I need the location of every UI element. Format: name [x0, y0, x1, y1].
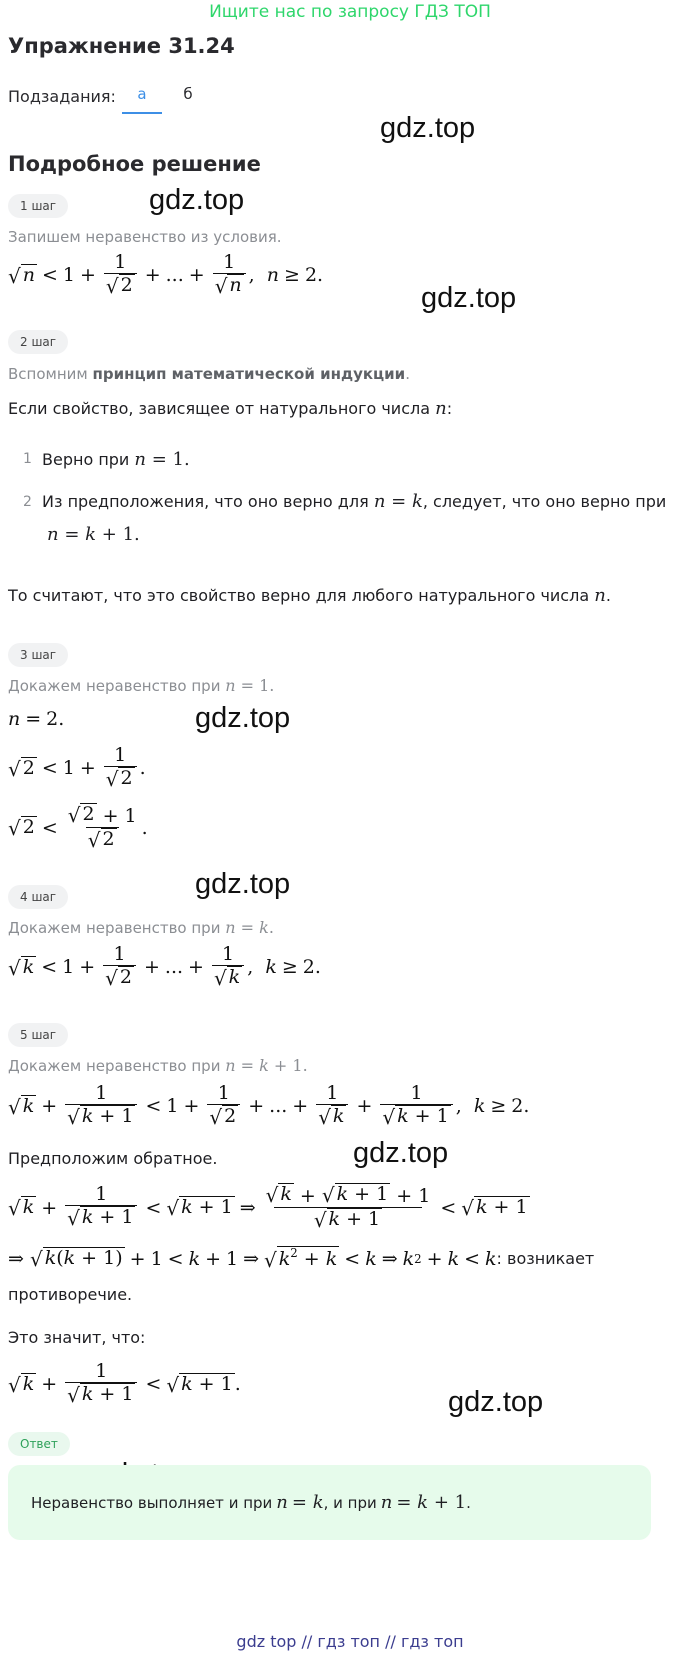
watermark: gdz.top: [353, 1137, 449, 1169]
section-title: Подробное решение: [8, 152, 261, 176]
list-item: Из предположения, что оно верно для n = k, следует, что оно верно при: [42, 491, 667, 512]
formula-base-2: √ 2 < √ 2 + 1 √ 2 .: [8, 802, 148, 852]
list-item: Верно при n = 1.: [42, 449, 190, 470]
answer-text: Неравенство выполняет и при n = k , и при n = k + 1 .: [31, 1492, 471, 1513]
page-title: Упражнение 31.24: [8, 34, 235, 58]
formula-result: √ k + 1 √ k + 1 < √ k + 1 .: [8, 1360, 241, 1407]
tab-subtask-a[interactable]: а: [122, 84, 162, 114]
step-badge: 2 шаг: [8, 330, 68, 354]
subtasks-label: Подзадания:: [8, 87, 116, 106]
step-badge: 3 шаг: [8, 643, 68, 667]
watermark: gdz.top: [448, 1386, 544, 1418]
watermark: gdz.top: [421, 282, 517, 314]
step-note: Докажем неравенство при n = k.: [8, 918, 274, 937]
step-badge: 1 шаг: [8, 194, 68, 218]
footer-links[interactable]: gdz top // гдз топ // гдз топ: [236, 1632, 464, 1651]
step-note: Запишем неравенство из условия.: [8, 228, 282, 246]
step-note: Докажем неравенство при n = 1.: [8, 676, 275, 695]
contradiction-word: противоречие.: [8, 1285, 133, 1304]
answer-box: [8, 1465, 651, 1540]
formula-assume: √ k + 1 √ k + 1 < √ k + 1 ⇒ √ k + √ k + 1 + 1 √ k + 1 < √ k + 1: [8, 1182, 528, 1232]
step-note: Вспомним принцип математической индукции.: [8, 365, 410, 383]
formula-contradiction: ⇒ √ k(k + 1) + 1 < k + 1 ⇒ √ $k^2 + k$ < k ⇒ k 2 + k < k : возникает: [8, 1246, 595, 1273]
list-item-number: 1: [23, 451, 32, 467]
list-item-formula: n = k + 1.: [47, 524, 140, 545]
formula-hypothesis: √ k < 1 + 1 √ 2 + ... + 1 √ k , k ≥ 2.: [8, 943, 321, 990]
induction-intro: Если свойство, зависящее от натурального числа n:: [8, 398, 453, 419]
induction-conclusion: То считают, что это свойство верно для любого натурального числа n.: [8, 585, 611, 606]
step-note: Докажем неравенство при n = k + 1.: [8, 1056, 308, 1075]
step-badge: 5 шаг: [8, 1023, 68, 1047]
watermark: gdz.top: [149, 184, 245, 216]
answer-badge: Ответ: [8, 1432, 70, 1456]
assume-text: Предположим обратное.: [8, 1149, 218, 1168]
means-text: Это значит, что:: [8, 1328, 146, 1347]
top-search-hint[interactable]: Ищите нас по запросу ГДЗ ТОП: [209, 2, 491, 22]
step-badge: 4 шаг: [8, 885, 68, 909]
formula-step: √ k + 1 √ k + 1 < 1 + 1 √ 2 + ... + 1 √ k + 1 √ k + 1 , k ≥ 2.: [8, 1082, 530, 1129]
formula-base-1: √ 2 < 1 + 1 √ 2 .: [8, 744, 146, 791]
watermark: gdz.top: [195, 702, 291, 734]
watermark: gdz.top: [380, 112, 476, 144]
formula-condition: √ n < 1 + 1 √ 2 + ... + 1 √ n , n ≥ 2.: [8, 251, 324, 298]
list-item-number: 2: [23, 494, 32, 510]
watermark: gdz.top: [195, 868, 291, 900]
formula-n2: n = 2.: [8, 708, 65, 730]
tab-subtask-b[interactable]: б: [183, 85, 193, 103]
